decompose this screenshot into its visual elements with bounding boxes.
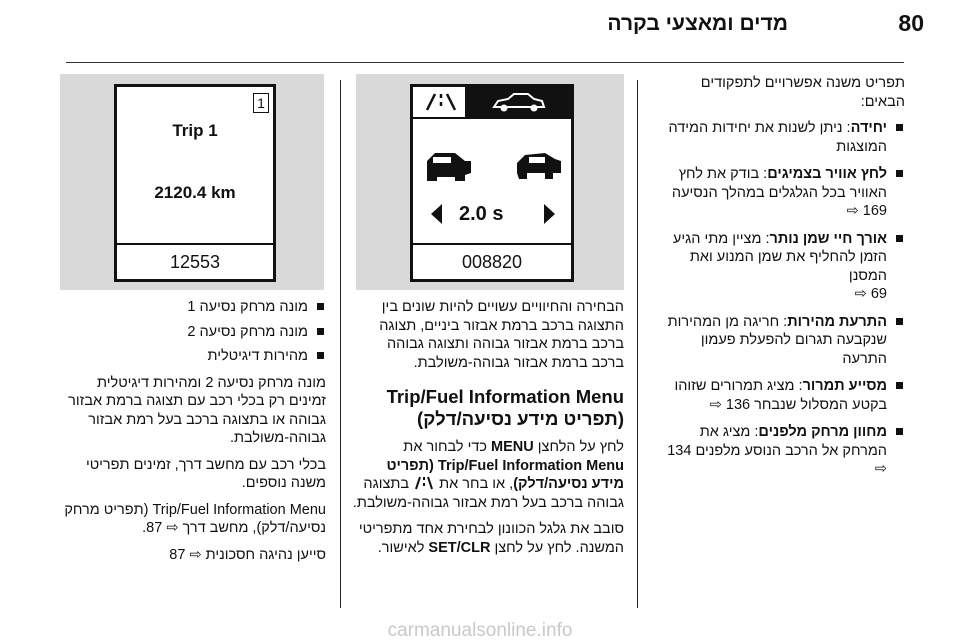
list-item: מונה מרחק נסיעה 1: [64, 298, 326, 317]
car-rear-icon: [425, 143, 473, 187]
odometer-value: 008820: [461, 252, 523, 272]
paragraph: בכלי רכב עם מחשב דרך, זמינים תפריטי משנה נוספים.: [85, 456, 326, 491]
display-screen: [410, 84, 574, 282]
display-bottom-bar: [413, 243, 571, 281]
car-front-icon: [513, 143, 563, 187]
list-item: מונה מרחק נסיעה 2: [64, 323, 326, 342]
list-item: לחץ אוויר בצמיגים: בודק את לחץ האוויר בכל הגלגלים במהלך הנסיעה 169 ⇨: [655, 165, 905, 221]
display-top-bar: [413, 87, 571, 119]
display-bottom-bar: [117, 243, 273, 281]
middle-column: [352, 298, 624, 565]
arrow-left-icon: [429, 202, 443, 226]
road-lane-icon: [421, 90, 461, 114]
list-item: מחוון מרחק מלפנים: מציג את המרחק אל הרכב הנוסע מלפנים 134 ⇨: [655, 423, 905, 479]
right-column: [655, 74, 905, 488]
trip-distance: 2120.4 km: [154, 183, 236, 202]
section-heading: Trip/Fuel Information Menu (תפריט מידע נסיעה/דלק): [386, 386, 624, 429]
trip-display-figure: [60, 74, 324, 290]
page-number: 80: [898, 10, 924, 36]
list-item: מהירות דיגיטלית: [64, 347, 326, 366]
page-title: מדים ומאצעי בקרה: [607, 12, 788, 35]
intro-text: תפריט משנה אפשרויים לתפקודים הבאים:: [700, 75, 905, 110]
paragraph: סייען נהיגה חסכונית ⇨ 87: [169, 546, 326, 563]
gap-time-value: 2.0 s: [459, 203, 504, 225]
watermark: carmanualsonline.info: [387, 620, 573, 641]
display-screen: [114, 84, 276, 282]
list-item: התרעת מהירות: חריגה מן המהירות שנקבעה תגרום להפעלת פעמון התרעה: [655, 313, 905, 369]
vehicle-tab: [465, 87, 571, 117]
left-column: [64, 298, 326, 572]
trip-title: Trip 1: [172, 121, 218, 140]
column-divider: [340, 80, 341, 608]
list-item: מסייע תמרור: מציג תמרורים שזוהו בקטע המסלול שנבחר 136 ⇨: [655, 377, 905, 414]
header-divider: [66, 62, 904, 63]
paragraph: מונה מרחק נסיעה 2 ומהירות דיגיטלית זמינים רק בכלי רכב עם תצוגה ברמת אבזור גבוהה או בתצוגה ברכב בעל רמת אבזור גבוהה-משולבת.: [68, 374, 326, 446]
column-divider: [637, 80, 638, 608]
instruction-paragraph: לחץ על הלחצן MENU כדי לבחור את Trip/Fuel Information Menu (תפריט מידע נסיעה/דלק), או בחר את בתצוגה גבוהה ברכב בעל רמת אבזור גבוהה-משולבת.: [352, 439, 624, 511]
paragraph: Trip/Fuel Information Menu (תפריט מרחק נסיעה/דלק), מחשב דרך ⇨ 87.: [64, 501, 326, 536]
car-icon: [488, 89, 548, 115]
list-item: יחידה: ניתן לשנות את יחידות המידה המוצגות: [655, 119, 905, 156]
intro-paragraph: הבחירה והחיוויים עשויים להיות שונים בין התצוגה ברכב ברמת אבזור ביניים, תצוגה ברכב ברמת אבזור גבוהה ותצוגה גבוהה ברכב ברמת אבזור גבוהה-משולבת.: [379, 299, 624, 371]
display-number-badge: 1: [253, 93, 269, 113]
road-lane-icon: [413, 476, 435, 490]
list-item: אורך חיי שמן נותר: מציין מתי הגיע הזמן להחליף את שמן המנוע ואת המסנן 69 ⇨: [655, 230, 905, 304]
arrow-right-icon: [543, 202, 557, 226]
instruction-paragraph: סובב את גלגל הכוונון לבחירת אחד מתפריטי המשנה. לחץ על לחצן SET/CLR לאישור.: [358, 521, 624, 556]
odometer-value: 12553: [169, 252, 221, 272]
assist-display-figure: [356, 74, 624, 290]
